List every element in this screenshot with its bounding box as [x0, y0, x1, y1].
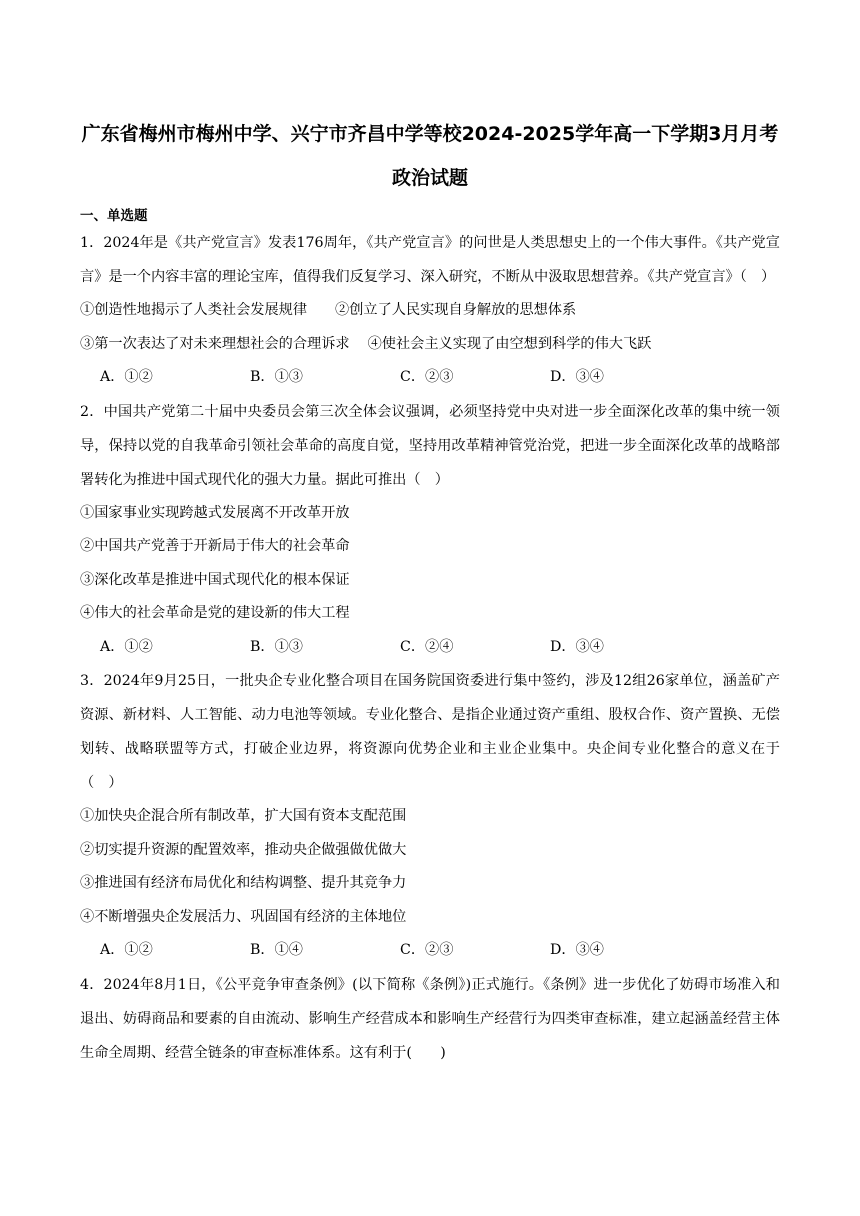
choice-a[interactable]: A．①②	[100, 369, 153, 385]
question-stem: 1．2024年是《共产党宣言》发表176周年，《共产党宣言》的问世是人类思想史上的一个伟大事件。《共产党宣言》是一个内容丰富的理论宝库，值得我们反复学习、深入研究，不断从中汲取思想营养。《共产党宣言》（ ）	[80, 235, 780, 285]
question-stem: 3．2024年9月25日，一批央企专业化整合项目在国务院国资委进行集中签约，涉及12组26家单位，涵盖矿产资源、新材料、人工智能、动力电池等领域。专业化整合、是指企业通过资产重组、股权合作、资产置换、无偿划转、战略联盟等方式，打破企业边界，将资源向优势企业和主业企业集中。央企间专业化整合的意义在于（ ）	[80, 673, 780, 791]
question-4	[80, 968, 780, 1070]
answer-choices	[80, 934, 780, 968]
answer-choices	[80, 631, 780, 665]
choice-d[interactable]: D．③④	[550, 369, 604, 385]
option-statement: ③第一次表达了对未来理想社会的合理诉求	[80, 335, 350, 352]
question-3	[80, 664, 780, 968]
option-statement: ④使社会主义实现了由空想到科学的伟大飞跃	[367, 335, 652, 352]
option-statement: ④伟大的社会革命是党的建设新的伟大工程	[80, 605, 350, 621]
choice-d[interactable]: D．③④	[550, 942, 604, 958]
question-stem: 2．中国共产党第二十届中央委员会第三次全体会议强调，必须坚持党中央对进一步全面深化改革的集中统一领导，保持以党的自我革命引领社会革命的高度自觉，坚持用改革精神管党治党，把进一步全面深化改革的战略部署转化为推进中国式现代化的强大力量。据此可推出（ ）	[80, 403, 780, 488]
option-statement: ①加快央企混合所有制改革，扩大国有资本支配范围	[80, 808, 407, 824]
choice-c[interactable]: C．②③	[400, 942, 454, 958]
option-statement: ②创立了人民实现自身解放的思想体系	[335, 302, 577, 318]
option-row	[80, 328, 780, 362]
option-statement: ④不断增强央企发展活力、巩固国有经济的主体地位	[80, 908, 407, 925]
option-statement: ①创造性地揭示了人类社会发展规律	[80, 302, 308, 318]
choice-c[interactable]: C．②④	[400, 638, 454, 655]
question-2	[80, 395, 780, 665]
choice-b[interactable]: B．①④	[250, 942, 303, 958]
page-title: 广东省梅州市梅州中学、兴宁市齐昌中学等校2024-2025学年高一下学期3月月考政治试题	[81, 123, 779, 189]
question-stem: 4．2024年8月1日，《公平竞争审查条例》(以下简称《条例》)正式施行。《条例》进一步优化了妨碍市场准入和退出、妨碍商品和要素的自由流动、影响生产经营成本和影响生产经营行为四类审查标准，建立起涵盖经营主体生命全周期、经营全链条的审查标准体系。这有利于( )	[80, 976, 780, 1061]
option-statement: ③推进国有经济布局优化和结构调整、提升其竞争力	[80, 875, 407, 891]
option-statement: ②切实提升资源的配置效率，推动央企做强做优做大	[80, 841, 407, 858]
question-1	[80, 226, 780, 395]
choice-a[interactable]: A．①②	[100, 638, 153, 655]
answer-choices	[80, 361, 780, 395]
option-statement: ①国家事业实现跨越式发展离不开改革开放	[80, 504, 350, 521]
section-heading: 一、单选题	[80, 208, 148, 224]
option-row	[80, 294, 780, 328]
choice-a[interactable]: A．①②	[100, 942, 153, 958]
option-statement: ③深化改革是推进中国式现代化的根本保证	[80, 571, 350, 588]
choice-d[interactable]: D．③④	[550, 638, 604, 655]
option-statement: ②中国共产党善于开新局于伟大的社会革命	[80, 538, 350, 554]
choice-b[interactable]: B．①③	[250, 638, 303, 655]
choice-b[interactable]: B．①③	[250, 369, 303, 385]
choice-c[interactable]: C．②③	[400, 369, 454, 385]
